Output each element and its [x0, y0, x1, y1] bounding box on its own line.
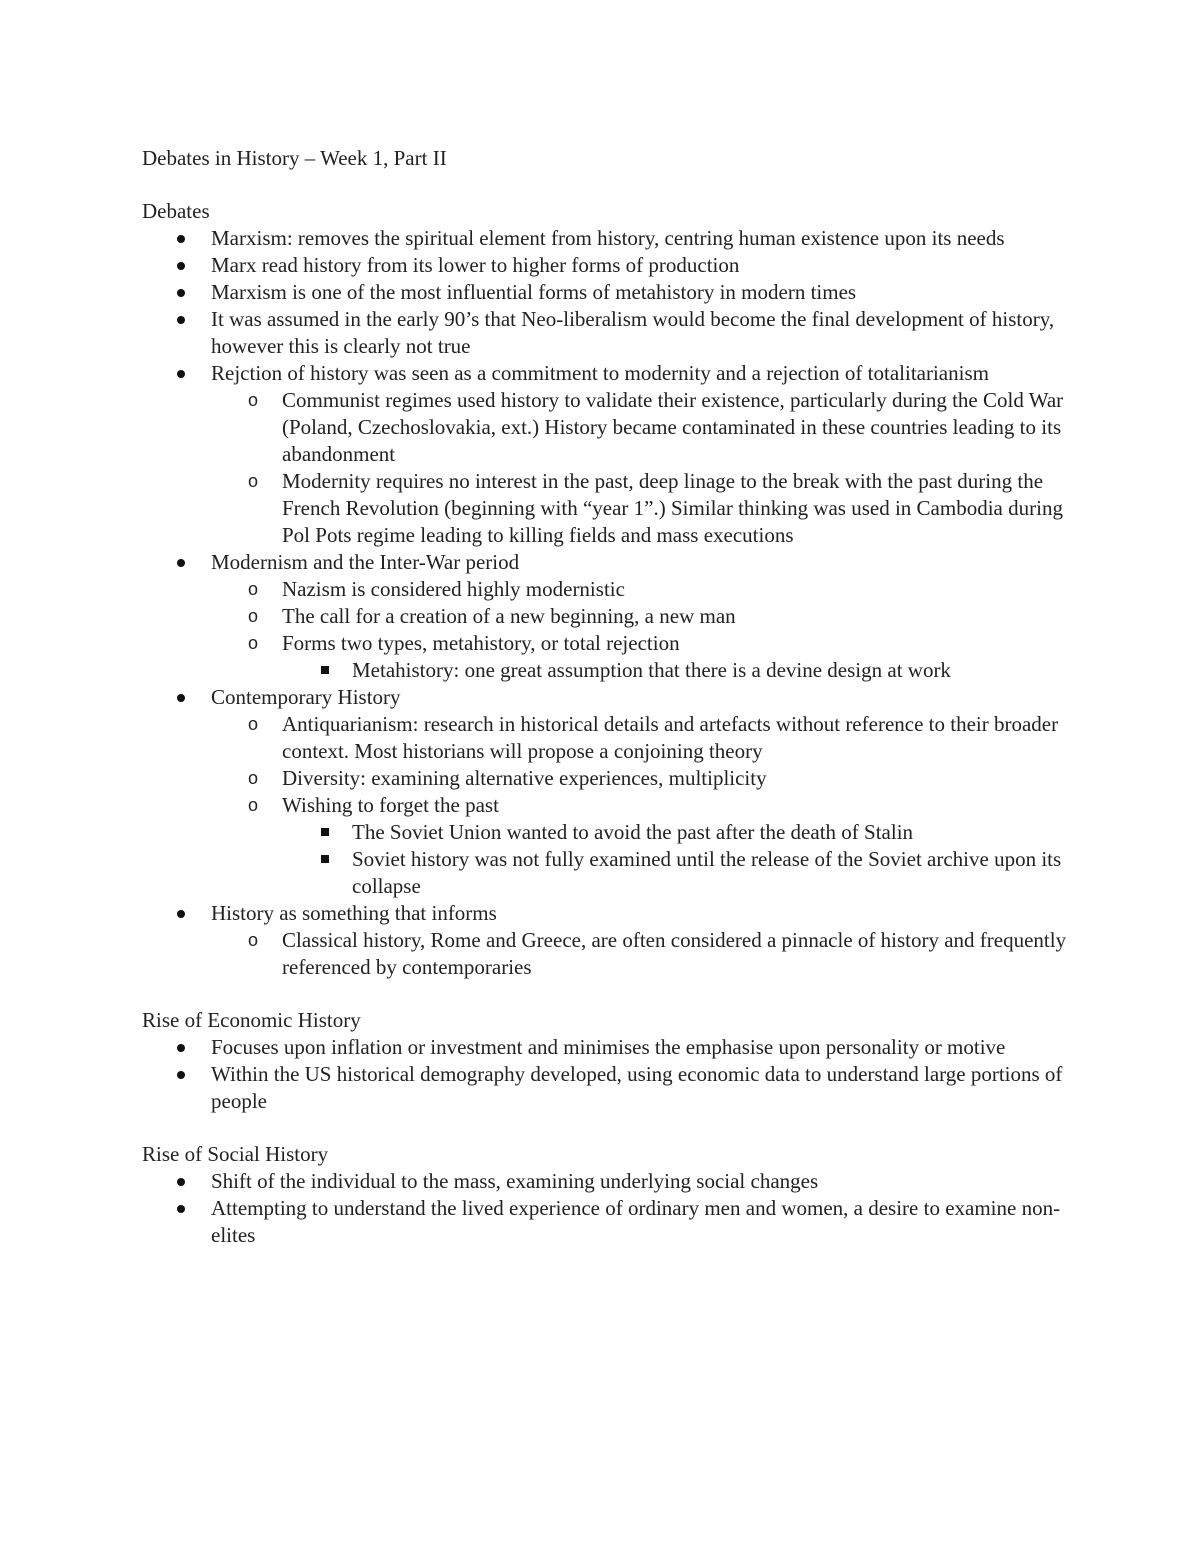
bullet-disc-icon — [177, 370, 185, 378]
list-item-text: Focuses upon inflation or investment and minimises the emphasise upon personality or motive — [211, 1035, 1006, 1059]
bullet-disc-icon — [177, 1071, 185, 1079]
list-item — [142, 711, 1072, 765]
bullet-circle-icon: o — [248, 795, 259, 815]
list-item-text: Marxism is one of the most influential forms of metahistory in modern times — [211, 280, 857, 304]
bullet-circle-icon: o — [248, 714, 259, 734]
list-item-text: Metahistory: one great assumption that there is a devine design at work — [352, 658, 951, 682]
bullet-disc-icon — [177, 910, 185, 918]
document-title: Debates in History – Week 1, Part II — [142, 146, 447, 170]
bullet-circle-icon: o — [248, 390, 259, 410]
list-item — [142, 576, 1072, 603]
list-item — [142, 1195, 1072, 1249]
bullet-list — [142, 1034, 1072, 1115]
list-item — [142, 684, 1072, 711]
bullet-circle-icon: o — [248, 768, 259, 788]
list-item — [142, 819, 1072, 846]
list-item — [142, 1061, 1072, 1115]
list-item-text: The Soviet Union wanted to avoid the past after the death of Stalin — [352, 820, 914, 844]
list-item — [142, 1168, 1072, 1195]
bullet-disc-icon — [177, 1205, 185, 1213]
bullet-disc-icon — [177, 1178, 185, 1186]
bullet-disc-icon — [177, 289, 185, 297]
list-item — [142, 360, 1072, 387]
list-item-text: It was assumed in the early 90’s that Neo-liberalism would become the final development of history, however this is clearly not true — [211, 307, 1055, 358]
document-page — [142, 145, 1072, 1249]
list-item — [142, 657, 1072, 684]
list-item — [142, 792, 1072, 819]
list-item-text: History as something that informs — [211, 901, 497, 925]
list-item — [142, 846, 1072, 900]
bullet-circle-icon: o — [248, 606, 259, 626]
list-item — [142, 225, 1072, 252]
bullet-disc-icon — [177, 1044, 185, 1052]
list-item — [142, 306, 1072, 360]
list-item — [142, 603, 1072, 630]
section-heading: Rise of Social History — [142, 1142, 329, 1166]
list-item — [142, 900, 1072, 927]
list-item-text: Marx read history from its lower to higher forms of production — [211, 253, 740, 277]
bullet-list — [142, 225, 1072, 981]
list-item-text: Modernism and the Inter-War period — [211, 550, 520, 574]
list-item — [142, 387, 1072, 468]
bullet-square-icon — [321, 855, 329, 863]
list-item-text: Antiquarianism: research in historical details and artefacts without reference to their broader context. Most historians will propose a conjoining theory — [282, 712, 1059, 763]
list-item-text: The call for a creation of a new beginning, a new man — [282, 604, 736, 628]
list-item-text: Contemporary History — [211, 685, 401, 709]
bullet-disc-icon — [177, 694, 185, 702]
list-item-text: Communist regimes used history to validate their existence, particularly during the Cold War (Poland, Czechoslovakia, ext.) History became contaminated in these countries leading to its abandonment — [282, 388, 1064, 466]
bullet-circle-icon: o — [248, 930, 259, 950]
bullet-circle-icon: o — [248, 579, 259, 599]
section — [142, 1007, 1072, 1115]
bullet-circle-icon: o — [248, 471, 259, 491]
list-item — [142, 468, 1072, 549]
section — [142, 1141, 1072, 1249]
list-item-text: Forms two types, metahistory, or total rejection — [282, 631, 680, 655]
bullet-square-icon — [321, 828, 329, 836]
bullet-disc-icon — [177, 262, 185, 270]
document-body — [142, 198, 1072, 1249]
list-item-text: Nazism is considered highly modernistic — [282, 577, 625, 601]
section — [142, 198, 1072, 981]
bullet-disc-icon — [177, 235, 185, 243]
list-item-text: Shift of the individual to the mass, examining underlying social changes — [211, 1169, 819, 1193]
list-item — [142, 252, 1072, 279]
list-item-text: Classical history, Rome and Greece, are often considered a pinnacle of history and frequently referenced by contemporaries — [282, 928, 1067, 979]
list-item-text: Rejction of history was seen as a commitment to modernity and a rejection of totalitarianism — [211, 361, 989, 385]
list-item-text: Diversity: examining alternative experiences, multiplicity — [282, 766, 767, 790]
section-heading: Debates — [142, 199, 210, 223]
list-item — [142, 1034, 1072, 1061]
section-heading: Rise of Economic History — [142, 1008, 361, 1032]
list-item-text: Wishing to forget the past — [282, 793, 499, 817]
bullet-disc-icon — [177, 316, 185, 324]
list-item — [142, 549, 1072, 576]
list-item-text: Modernity requires no interest in the past, deep linage to the break with the past during the French Revolution (beginning with “year 1”.) Similar thinking was used in Cambodia during Pol Pots regime leading to killing fields and mass executions — [282, 469, 1063, 547]
list-item-text: Attempting to understand the lived experience of ordinary men and women, a desire to examine non-elites — [211, 1196, 1061, 1247]
bullet-circle-icon: o — [248, 633, 259, 653]
list-item — [142, 630, 1072, 657]
list-item-text: Within the US historical demography developed, using economic data to understand large portions of people — [211, 1062, 1063, 1113]
bullet-list — [142, 1168, 1072, 1249]
list-item-text: Soviet history was not fully examined until the release of the Soviet archive upon its collapse — [352, 847, 1062, 898]
list-item — [142, 279, 1072, 306]
bullet-disc-icon — [177, 559, 185, 567]
list-item — [142, 765, 1072, 792]
list-item — [142, 927, 1072, 981]
bullet-square-icon — [321, 666, 329, 674]
list-item-text: Marxism: removes the spiritual element from history, centring human existence upon its needs — [211, 226, 1005, 250]
